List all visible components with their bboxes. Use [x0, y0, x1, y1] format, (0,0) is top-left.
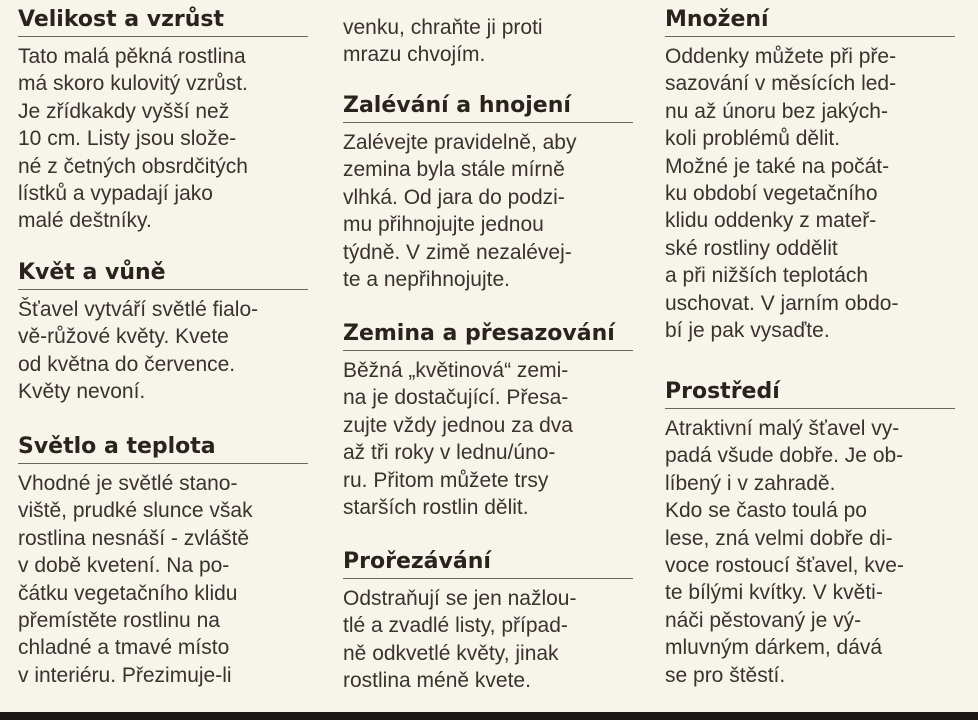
- section-heading: Prořezávání: [343, 548, 633, 579]
- section-text: Tato malá pěkná rostlina má skoro kulovitý vzrůst. Je zřídkakdy vyšší než 10 cm. Listy jsou slože- né z četných obsrdčitých lístků a vypadají jako malé deštníky.: [18, 45, 248, 233]
- section-text: Odstraňují se jen nažlou- tlé a zvadlé listy, případ- ně odkvetlé květy, jinak rostlina méně kvete.: [343, 587, 577, 693]
- section-zemina: [343, 320, 633, 521]
- section-text: Běžná „květinová“ zemi- na je dostačující. Přesa- zujte vždy jednou za dva až tři roky v lednu/úno- ru. Přitom můžete trsy starších rostlin dělit.: [343, 359, 573, 520]
- section-text: Šťavel vytváří světlé fialo- vě-růžové květy. Kvete od května do července. Květy nevoní.: [18, 298, 259, 404]
- section-zalevani: [343, 92, 633, 293]
- section-text: Zalévejte pravidelně, aby zemina byla stále mírně vlhká. Od jara do podzi- mu přihnojujte jednou týdně. V zimě nezalévej- te a nepřihnojujte.: [343, 131, 577, 292]
- section-text: Vhodné je světlé stano- viště, prudké slunce však rostlina nesnáší - zvláště v době kvetení. Na po- čátku vegetačního klidu přemístěte rostlinu na chladné a tmavé místo v interiéru. Přezimuje-li: [18, 472, 253, 687]
- section-mnozeni: [665, 6, 955, 344]
- continued-text: [343, 14, 633, 69]
- section-text: Oddenky můžete při pře- sazování v měsících led- nu až únoru bez jakých- koli problémů dělit. Možné je také na počát- ku období vegetačního klidu oddenky z mateř- ské rostliny oddělit a při nižších teplotách uschovat. V jarním obdo- bí je pak vysaďte.: [665, 45, 899, 343]
- continuation-text: venku, chraňte ji proti mrazu chvojím.: [343, 16, 543, 67]
- section-prostredi: [665, 378, 955, 689]
- section-heading: Zemina a přesazování: [343, 320, 633, 351]
- section-text: Atraktivní malý šťavel vy- padá všude dobře. Je ob- líbený i v zahradě. Kdo se často toulá po lese, zná velmi dobře di- voce rostoucí šťavel, kve- te bílými kvítky. V květi- náči pěstovaný je vý- mluvným dárkem, dává se pro štěstí.: [665, 417, 904, 687]
- scan-edge: [0, 712, 978, 720]
- section-heading: Prostředí: [665, 378, 955, 409]
- section-heading: Množení: [665, 6, 955, 37]
- section-velikost: [18, 6, 308, 235]
- section-heading: Zalévání a hnojení: [343, 92, 633, 123]
- section-prorezavani: [343, 548, 633, 695]
- section-heading: Velikost a vzrůst: [18, 6, 308, 37]
- section-svetlo: [18, 433, 308, 689]
- section-heading: Světlo a teplota: [18, 433, 308, 464]
- section-heading: Květ a vůně: [18, 259, 308, 290]
- section-kvet: [18, 259, 308, 406]
